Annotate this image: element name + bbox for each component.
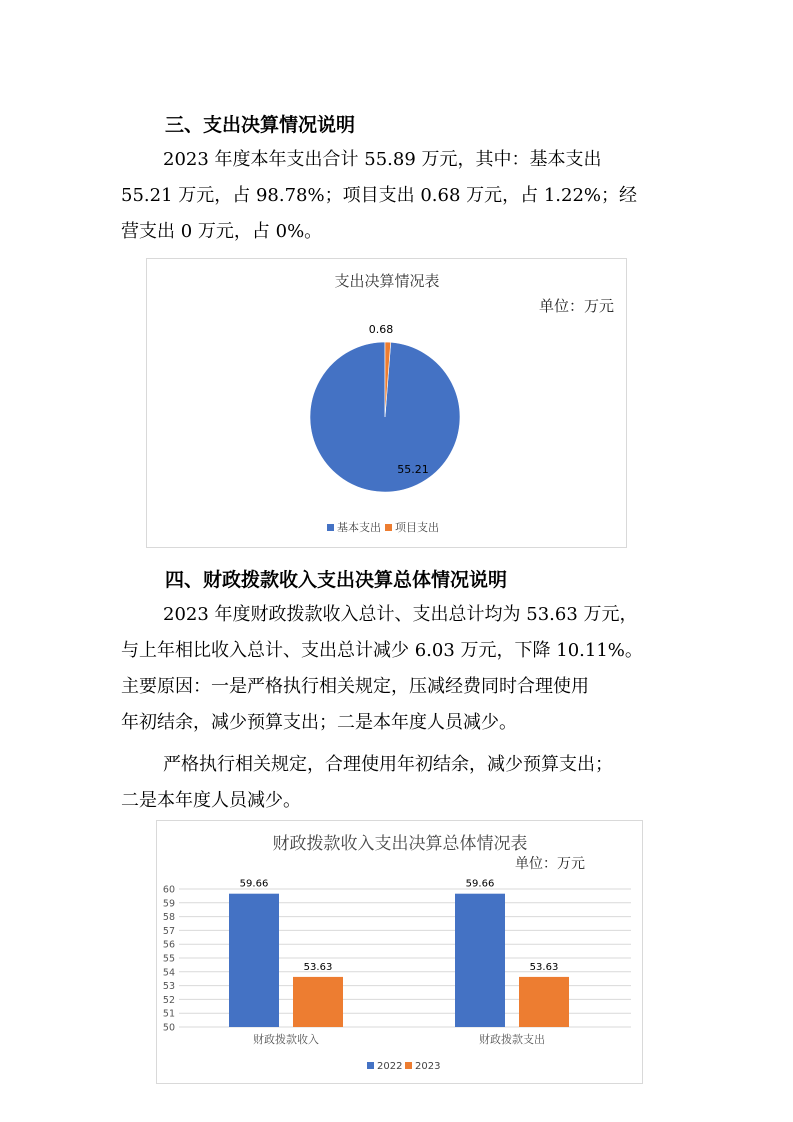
bar-chart xyxy=(157,821,642,1083)
y-tick-label: 52 xyxy=(162,994,175,1006)
pie-legend-label: 基本支出 xyxy=(337,521,381,534)
y-tick-label: 58 xyxy=(162,912,175,924)
y-tick-label: 56 xyxy=(162,939,175,951)
y-tick-label: 55 xyxy=(162,953,175,965)
section-3-line-2: 55.21 万元，占 98.78%；项目支出 0.68 万元，占 1.22%；经 xyxy=(121,185,638,206)
bar-data-label: 59.66 xyxy=(465,878,495,890)
section-4-line-2: 与上年相比收入总计、支出总计减少 6.03 万元，下降 10.11%。 xyxy=(121,640,643,661)
bar-2023 xyxy=(293,977,343,1027)
y-tick-label: 54 xyxy=(162,967,175,979)
section-4-line-1: 2023 年度财政拨款收入总计、支出总计均为 53.63 万元， xyxy=(163,604,638,625)
bar-2023 xyxy=(519,977,569,1027)
x-category-label: 财政拨款收入 xyxy=(253,1033,319,1046)
y-tick-label: 60 xyxy=(162,884,175,896)
section-3-heading: 三、支出决算情况说明 xyxy=(165,114,356,136)
pie-chart xyxy=(147,259,626,547)
pie-legend-label: 项目支出 xyxy=(395,521,439,534)
bar-2022 xyxy=(229,894,279,1027)
section-4-heading: 四、财政拨款收入支出决算总体情况说明 xyxy=(165,569,508,591)
y-tick-label: 59 xyxy=(162,898,175,910)
pie-data-label: 55.21 xyxy=(397,463,429,476)
pie-chart-frame xyxy=(146,258,627,548)
bar-chart-unit: 单位：万元 xyxy=(515,856,585,872)
y-tick-label: 50 xyxy=(162,1022,175,1034)
section-3-line-3: 营支出 0 万元，占 0%。 xyxy=(121,221,323,242)
section-4-line-5: 严格执行相关规定，合理使用年初结余，减少预算支出； xyxy=(163,754,613,775)
bar-data-label: 53.63 xyxy=(303,961,333,973)
y-tick-label: 57 xyxy=(162,925,175,937)
bar-data-label: 53.63 xyxy=(529,961,559,973)
bar-chart-frame xyxy=(156,820,643,1084)
bar-legend-swatch xyxy=(405,1062,412,1069)
section-4-line-3: 主要原因：一是严格执行相关规定，压减经费同时合理使用 xyxy=(121,676,589,697)
pie-legend-swatch xyxy=(385,524,392,531)
section-4-line-6: 二是本年度人员减少。 xyxy=(121,790,301,811)
pie-chart-title: 支出决算情况表 xyxy=(334,272,440,290)
pie-legend-swatch xyxy=(327,524,334,531)
bar-2022 xyxy=(455,894,505,1027)
x-category-label: 财政拨款支出 xyxy=(479,1033,545,1046)
bar-data-label: 59.66 xyxy=(239,878,269,890)
pie-chart-unit: 单位：万元 xyxy=(538,297,614,315)
section-4-line-4: 年初结余，减少预算支出；二是本年度人员减少。 xyxy=(121,712,517,733)
bar-legend-swatch xyxy=(367,1062,374,1069)
pie-data-label: 0.68 xyxy=(368,323,394,336)
y-tick-label: 53 xyxy=(162,981,175,993)
section-3-line-1: 2023 年度本年支出合计 55.89 万元，其中：基本支出 xyxy=(163,149,602,170)
bar-legend-label: 2022 xyxy=(377,1061,403,1072)
bar-chart-title: 财政拨款收入支出决算总体情况表 xyxy=(272,834,528,854)
bar-legend-label: 2023 xyxy=(415,1061,441,1072)
y-tick-label: 51 xyxy=(162,1008,175,1020)
